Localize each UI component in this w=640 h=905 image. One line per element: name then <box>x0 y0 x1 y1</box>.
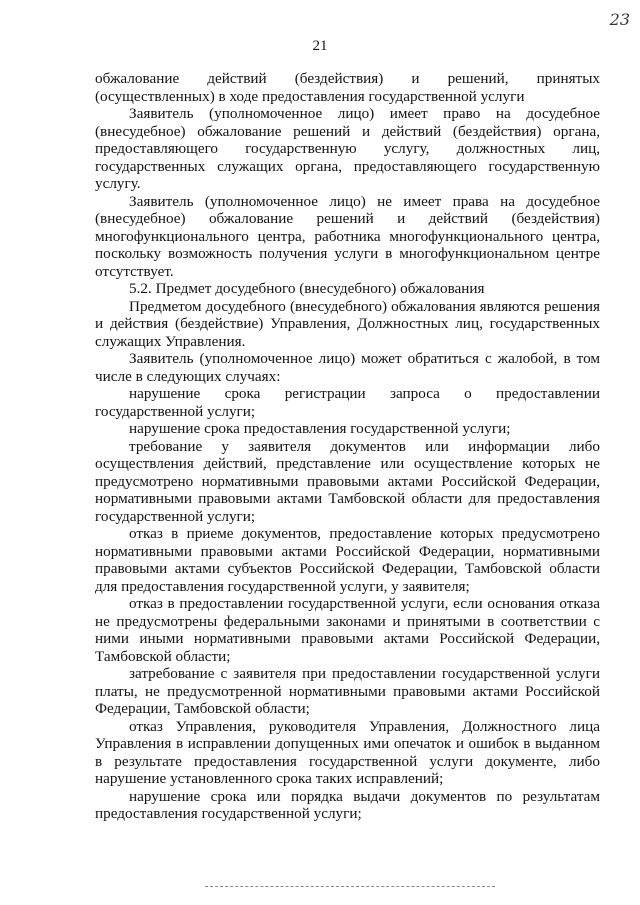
list-item: нарушение срока предоставления государственной услуги; <box>129 420 511 437</box>
page-number: 21 <box>312 38 328 54</box>
list-item: затребование с заявителя при предоставлении государственной услуги платы, не предусмотренной нормативными правовыми актами Российской Федерации, Тамбовской области; <box>95 665 600 717</box>
document-body <box>95 70 600 823</box>
list-item: отказ Управления, руководителя Управления, Должностного лица Управления в исправлении допущенных ими опечаток и ошибок в выданном в результате предоставления государственной услуги документе, либо нарушение установленного срока таких исправлений; <box>95 717 600 787</box>
list-item: требование у заявителя документов или информации либо осуществления действий, представление или осуществление которых не предусмотрено нормативными правовыми актами Российской Федерации, нормативными правовыми актами Тамбовской области для предоставления государственной услуги; <box>95 437 600 525</box>
paragraph: Заявитель (уполномоченное лицо) имеет право на досудебное (внесудебное) обжалование решений и действий (бездействия) органа, предоставляющего государственную услугу, должностных лиц, государственных служащих органа, предоставляющего государственную услугу. <box>95 105 600 192</box>
paragraph: Заявитель (уполномоченное лицо) не имеет права на досудебное (внесудебное) обжалование решений и действий (бездействия) многофункционального центра, работника многофункционального центра, поскольку возможность получения услуги в многофункциональном центре отсутствует. <box>95 192 600 280</box>
list-item: нарушение срока или порядка выдачи документов по результатам предоставления государственной услуги; <box>95 787 600 822</box>
footer-divider <box>205 886 495 887</box>
list-item: нарушение срока регистрации запроса о предоставлении государственной услуги; <box>95 385 600 420</box>
paragraph: обжалование действий (бездействия) и решений, принятых (осуществленных) в ходе предоставления государственной услуги <box>95 70 600 105</box>
paragraph: Предметом досудебного (внесудебного) обжалования являются решения и действия (бездействие) Управления, Должностных лиц, государственных служащих Управления. <box>95 297 600 350</box>
handwritten-page-number: 23 <box>609 10 630 29</box>
section-heading: 5.2. Предмет досудебного (внесудебного) обжалования <box>129 280 485 297</box>
list-item: отказ в приеме документов, предоставление которых предусмотрено нормативными правовыми актами Российской Федерации, нормативными правовыми актами субъектов Российской Федерации, Тамбовской области для предоставления государственной услуги, у заявителя; <box>95 525 600 595</box>
paragraph: Заявитель (уполномоченное лицо) может обратиться с жалобой, в том числе в следующих случаях: <box>95 350 600 385</box>
list-item: отказ в предоставлении государственной услуги, если основания отказа не предусмотрены федеральными законами и принятыми в соответствии с ними иными нормативными правовыми актами Российской Федерации, Тамбовской области; <box>95 595 600 665</box>
